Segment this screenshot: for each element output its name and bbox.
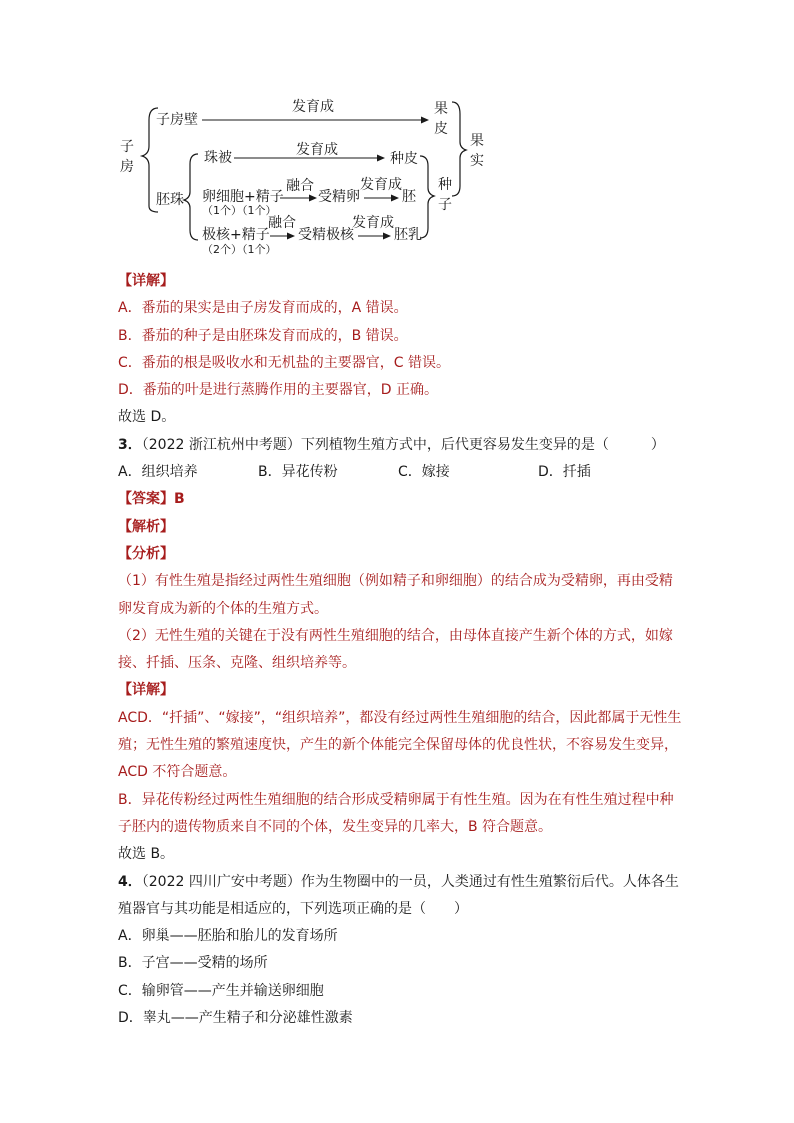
q3-analysis-p2-line2: 接、扦插、压条、克隆、组织培养等。 <box>118 655 356 672</box>
label-ovary-wall: 子房壁 <box>156 112 198 128</box>
label-fuse2: 融合 <box>268 215 296 231</box>
q3-detail-heading: 【详解】 <box>118 682 174 699</box>
q3-detail-b-line1: B．异花传粉经过两性生殖细胞的结合形成受精卵属于有性生殖。因为在有性生殖过程中种 <box>118 791 674 808</box>
label-pi: 皮 <box>434 121 448 137</box>
question-3-number: 3． <box>118 436 142 453</box>
q3-option-d: D．扦插 <box>538 464 591 481</box>
question-4-text-line1: （2022 四川广安中考题）作为生物圈中的一员，人类通过有性生殖繁衍后代。人体各生 <box>141 873 679 890</box>
label-shi: 实 <box>470 153 484 169</box>
label-embryo: 胚 <box>402 189 416 205</box>
q3-choice: 故选 B。 <box>118 846 175 863</box>
q3-analysis-heading: 【解析】 <box>118 518 174 535</box>
detail-option-b: B．番茄的种子是由胚珠发育而成的，B 错误。 <box>118 327 408 344</box>
question-4 <box>118 869 688 896</box>
detail-heading: 【详解】 <box>118 273 174 289</box>
q4-option-c: C．输卵管——产生并输送卵细胞 <box>118 982 324 999</box>
label-seed-coat: 种皮 <box>390 151 418 167</box>
label-guo: 果 <box>434 101 448 117</box>
detail-choice: 故选 D。 <box>118 409 176 426</box>
q3-detail-acd-line3: ACD 不符合题意。 <box>118 764 237 781</box>
label-zhong: 种 <box>438 177 452 193</box>
label-fertilized-egg: 受精卵 <box>318 189 360 205</box>
label-integument: 珠被 <box>204 150 232 166</box>
brace-ovule <box>184 154 198 240</box>
q3-detail-b-line2: 子胚内的遗传物质来自不同的个体，发生变异的几率大，B 符合题意。 <box>118 818 553 835</box>
q4-option-d: D．睾丸——产生精子和分泌雄性激素 <box>118 1010 353 1027</box>
label-develop2: 发育成 <box>296 142 338 158</box>
question-3-text: （2022 浙江杭州中考题）下列植物生殖方式中，后代更容易发生变异的是（ ） <box>141 436 665 453</box>
detail-option-a: A．番茄的果实是由子房发育而成的，A 错误。 <box>118 300 408 317</box>
label-develop1: 发育成 <box>292 99 334 115</box>
brace-fruit <box>452 102 466 196</box>
label-egg-sperm: 卵细胞+精子 <box>202 189 284 205</box>
q3-analysis-p2-line1: （2）无性生殖的关键在于没有两性生殖细胞的结合，由母体直接产生新个体的方式，如嫁 <box>118 627 673 644</box>
brace-seed <box>420 156 434 238</box>
label-egg-count: （1个）（1个） <box>202 204 277 217</box>
detail-option-d: D．番茄的叶是进行蒸腾作用的主要器官，D 正确。 <box>118 382 439 399</box>
q3-detail-acd-line1: ACD．“扦插”、“嫁接”，“组织培养”，都没有经过两性生殖细胞的结合，因此都属于无性生 <box>118 709 682 726</box>
label-endosperm: 胚乳 <box>394 227 422 243</box>
label-fuse1: 融合 <box>286 178 314 194</box>
q3-option-b: B．异花传粉 <box>258 464 338 481</box>
question-3 <box>118 432 688 459</box>
label-develop3: 发育成 <box>360 177 402 193</box>
q3-option-a: A．组织培养 <box>118 464 198 481</box>
label-develop4: 发育成 <box>352 215 394 231</box>
q3-answer: 【答案】B <box>118 491 185 508</box>
label-zi: 子 <box>120 139 134 155</box>
label-polar-count: （2个）（1个） <box>202 243 277 256</box>
q4-option-a: A．卵巢——胚胎和胎儿的发育场所 <box>118 928 338 945</box>
question-3-options <box>118 459 688 486</box>
detail-option-c: C．番茄的根是吸收水和无机盐的主要器官，C 错误。 <box>118 354 450 371</box>
q4-option-b: B．子宫——受精的场所 <box>118 955 268 972</box>
label-guo2: 果 <box>470 133 484 149</box>
q3-fenxi-heading: 【分析】 <box>118 545 174 562</box>
label-fertilized-polar: 受精极核 <box>298 227 354 243</box>
document-body <box>118 268 688 1032</box>
q3-option-c: C．嫁接 <box>398 464 450 481</box>
q3-detail-acd-line2: 殖；无性生殖的繁殖速度快，产生的新个体能完全保留母体的优良性状，不容易发生变异， <box>118 737 678 754</box>
label-polar-sperm: 极核+精子 <box>202 227 270 243</box>
label-zi2: 子 <box>438 197 452 213</box>
label-fang: 房 <box>120 159 134 175</box>
q3-analysis-p1-line2: 卵发育成为新的个体的生殖方式。 <box>118 600 328 617</box>
q3-analysis-p1-line1: （1）有性生殖是指经过两性生殖细胞（例如精子和卵细胞）的结合成为受精卵，再由受精 <box>118 573 673 590</box>
ovary-development-diagram <box>118 96 518 262</box>
question-4-number: 4． <box>118 873 142 890</box>
label-ovule: 胚珠 <box>156 192 184 208</box>
question-4-text-line2: 殖器官与其功能是相适应的，下列选项正确的是（ ） <box>118 900 468 917</box>
